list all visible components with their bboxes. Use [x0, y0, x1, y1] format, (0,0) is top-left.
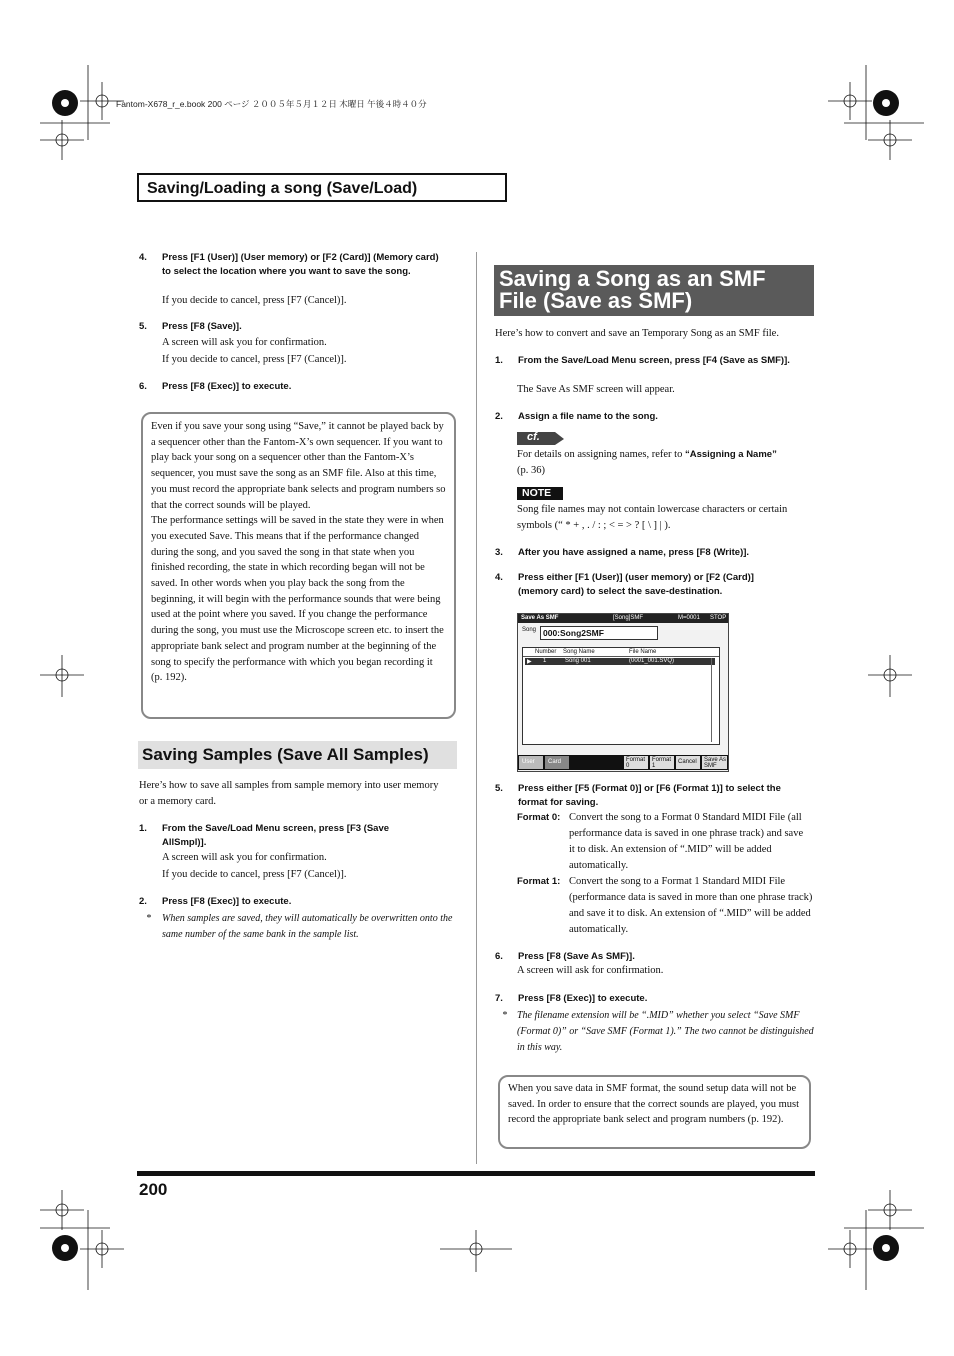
fkey-label: Cancel — [678, 759, 697, 765]
left-step-4-sub: If you decide to cancel, press [F7 (Cancel)]. — [162, 295, 347, 306]
left-step-5-sub: A screen will ask you for confirmation. — [162, 337, 327, 348]
info-box-para-1: Even if you save your song using “Save,” it cannot be played back by a sequencer other than the Fantom-X’s own sequencer. If you want to play back your song on a sequencer other than the Fantom-X’s sequencer, you must save the song as an SMF file. Also at this time, you must record the appropriate bank selects and program numbers so that the correct sounds will be played. — [151, 421, 446, 511]
fkey-format-0[interactable] — [624, 756, 648, 769]
step-text: From the Save/Load Menu screen, press [F4 (Save as SMF)]. — [518, 355, 790, 366]
smf-step-1-sub: The Save As SMF screen will appear. — [517, 384, 675, 395]
smf-intro: Here’s how to convert and save an Temporary Song as an SMF file. — [495, 328, 779, 339]
smf-step-1 — [495, 354, 805, 384]
step-number: 6. — [495, 951, 503, 962]
column-divider — [476, 252, 477, 1164]
smf-step-6-sub: A screen will ask for confirmation. — [517, 965, 664, 976]
step-number: 4. — [139, 252, 147, 263]
screen-measure: M=0001 — [678, 615, 700, 621]
left-step-4 — [139, 251, 444, 295]
row-marker: ▶ — [527, 659, 532, 665]
fkey-card[interactable] — [545, 756, 569, 769]
step-text: Press [F8 (Save)]. — [162, 321, 242, 332]
fkey-label: Format 0 — [626, 757, 646, 769]
cf-arrow-icon — [517, 432, 565, 446]
info-box-para-2: The performance settings will be saved in the state they were in when you executed Save. This means that if the performance changed during the song, and you saved the song in that state when you finished recording, the state in which recording began will not be saved. In other words when you play back the song from the beginning, it will begin with the performance sounds that were being used at the point where you saved. If you change the performance during the song, you must use the Microscope screen etc. to insert the appropriate bank select and program number at the beginning of the song to specify the performance with which you began recording it (p. 192). — [151, 515, 444, 684]
step-text: Assign a file name to the song. — [518, 411, 658, 422]
screen-list-header — [523, 648, 719, 657]
note-badge — [517, 487, 563, 500]
heading-save-as-smf — [494, 265, 814, 316]
screen-song-field[interactable] — [540, 626, 658, 640]
save-as-smf-screen — [517, 613, 729, 772]
row-number: 1 — [543, 658, 547, 664]
step-number: 5. — [139, 321, 147, 332]
step-number: 1. — [495, 355, 503, 366]
step-number: 1. — [139, 823, 147, 834]
heading-text: Saving Samples (Save All Samples) — [142, 745, 429, 764]
col-number: Number — [535, 649, 557, 655]
ext-note-mark: * — [502, 1010, 507, 1021]
note-text: Song file names may not contain lowercase characters or certain symbols (“ * + , . / : ; < = > ? [ \ ] | ). — [517, 504, 788, 531]
step-text: Press [F8 (Exec)] to execute. — [518, 993, 648, 1004]
samples-note-mark: * — [146, 913, 151, 924]
fkey-label: Format 1 — [652, 757, 672, 769]
samples-note: When samples are saved, they will automatically be overwritten onto the same number of the same bank in the sample list. — [162, 913, 453, 940]
cf-text-post: (p. 36) — [517, 465, 545, 476]
step-number: 5. — [495, 783, 503, 794]
row-file: (0001_001.SVQ) — [629, 658, 675, 664]
fkey-format-1[interactable] — [650, 756, 674, 769]
step-number: 4. — [495, 572, 503, 583]
smf-step-2 — [495, 410, 805, 426]
right-info-box — [498, 1075, 811, 1149]
fkey-label: Save As SMF — [704, 757, 727, 769]
smf-step-7 — [495, 992, 805, 1008]
screen-song-tab: [Song]SMF — [613, 615, 644, 621]
screen-list-row[interactable] — [525, 658, 715, 665]
format-1-label: Format 1: — [517, 876, 561, 887]
screen-song-value: 000:Song2SMF — [543, 628, 604, 638]
step-text: Press [F8 (Exec)] to execute. — [162, 896, 292, 907]
step-text: After you have assigned a name, press [F8 (Write)]. — [518, 547, 750, 558]
page-number: 200 — [139, 1180, 168, 1199]
cf-link[interactable]: “Assigning a Name” — [684, 449, 777, 460]
samples-step-2 — [139, 895, 444, 911]
file-header: Fantom-X678_r_e.book 200 ページ ２００５年５月１２日 木曜日 午後４時４０分 — [116, 99, 427, 109]
left-step-5-sub2: If you decide to cancel, press [F7 (Cancel)]. — [162, 354, 347, 365]
step-number: 6. — [139, 381, 147, 392]
fkey-label: Card — [548, 759, 562, 765]
row-song: Song 001 — [565, 658, 591, 664]
format-1-text: Convert the song to a Format 1 Standard MIDI File (performance data is saved in more than one phrase track) and save it to disk. An extension of “.MID” will be added automatically. — [569, 876, 813, 935]
step-text: From the Save/Load Menu screen, press [F3 (Save AllSmpl)]. — [162, 823, 390, 848]
step-number: 7. — [495, 993, 503, 1004]
heading-save-all-samples — [138, 741, 457, 769]
samples-step-1-sub2: If you decide to cancel, press [F7 (Cancel)]. — [162, 869, 347, 880]
smf-step-5 — [495, 782, 815, 812]
screen-title-bar — [518, 614, 728, 623]
cf-text-pre: For details on assigning names, refer to — [517, 449, 685, 460]
step-text: Press [F8 (Exec)] to execute. — [162, 381, 292, 392]
samples-intro: Here’s how to save all samples from sample memory into user memory or a memory card. — [139, 780, 439, 807]
step-number: 2. — [495, 411, 503, 422]
heading-text: Saving a Song as an SMF File (Save as SMF) — [499, 266, 766, 313]
note-label: NOTE — [522, 487, 552, 499]
step-text: Press either [F1 (User)] (user memory) or [F2 (Card)] (memory card) to select the save-destination. — [518, 572, 754, 597]
section-title: Saving/Loading a song (Save/Load) — [147, 180, 418, 197]
step-text: Press [F1 (User)] (User memory) or [F2 (Card)] (Memory card) to select the location where you want to save the song. — [162, 252, 439, 277]
info-box-text: When you save data in SMF format, the sound setup data will not be saved. In order to ensure that the correct sounds are played, you must record the appropriate bank select and program numbers (p. 192). — [508, 1083, 799, 1126]
fkey-save-as-smf[interactable] — [702, 756, 727, 769]
fkey-label: User — [522, 759, 535, 765]
left-info-box — [141, 412, 456, 719]
col-song-name: Song Name — [563, 649, 595, 655]
samples-step-1 — [139, 822, 444, 852]
cf-text — [517, 447, 812, 479]
screen-stop: STOP — [710, 615, 727, 621]
screen-song-label: Song — [522, 627, 537, 633]
cf-label: cf. — [527, 431, 540, 443]
left-step-6 — [139, 380, 444, 396]
col-file-name: File Name — [629, 649, 657, 655]
screen-function-bar — [518, 755, 728, 770]
format-0-text: Convert the song to a Format 0 Standard MIDI File (all performance data is saved in one phrase track) and save it to disk. An extension of “.MID” will be added automatically. — [569, 812, 804, 871]
step-number: 3. — [495, 547, 503, 558]
fkey-user[interactable] — [519, 756, 543, 769]
smf-step-3 — [495, 546, 805, 562]
screen-list — [522, 647, 720, 745]
left-step-5 — [139, 320, 444, 336]
section-title-box — [137, 173, 507, 202]
smf-step-4 — [495, 571, 805, 601]
screen-scrollbar[interactable] — [711, 658, 718, 742]
fkey-cancel[interactable] — [676, 756, 700, 769]
footer-rule — [137, 1171, 815, 1176]
format-0-label: Format 0: — [517, 812, 561, 823]
step-text: Press either [F5 (Format 0)] or [F6 (Format 1)] to select the format for saving. — [518, 783, 781, 808]
samples-step-1-sub: A screen will ask you for confirmation. — [162, 852, 327, 863]
ext-note: The filename extension will be “.MID” whether you select “Save SMF (Format 0)” or “Save SMF (Format 1).” The two cannot be distinguished in this way. — [517, 1010, 814, 1053]
screen-title: Save As SMF — [521, 615, 559, 621]
step-text: Press [F8 (Save As SMF)]. — [518, 951, 635, 962]
step-number: 2. — [139, 896, 147, 907]
cf-badge — [517, 432, 565, 446]
